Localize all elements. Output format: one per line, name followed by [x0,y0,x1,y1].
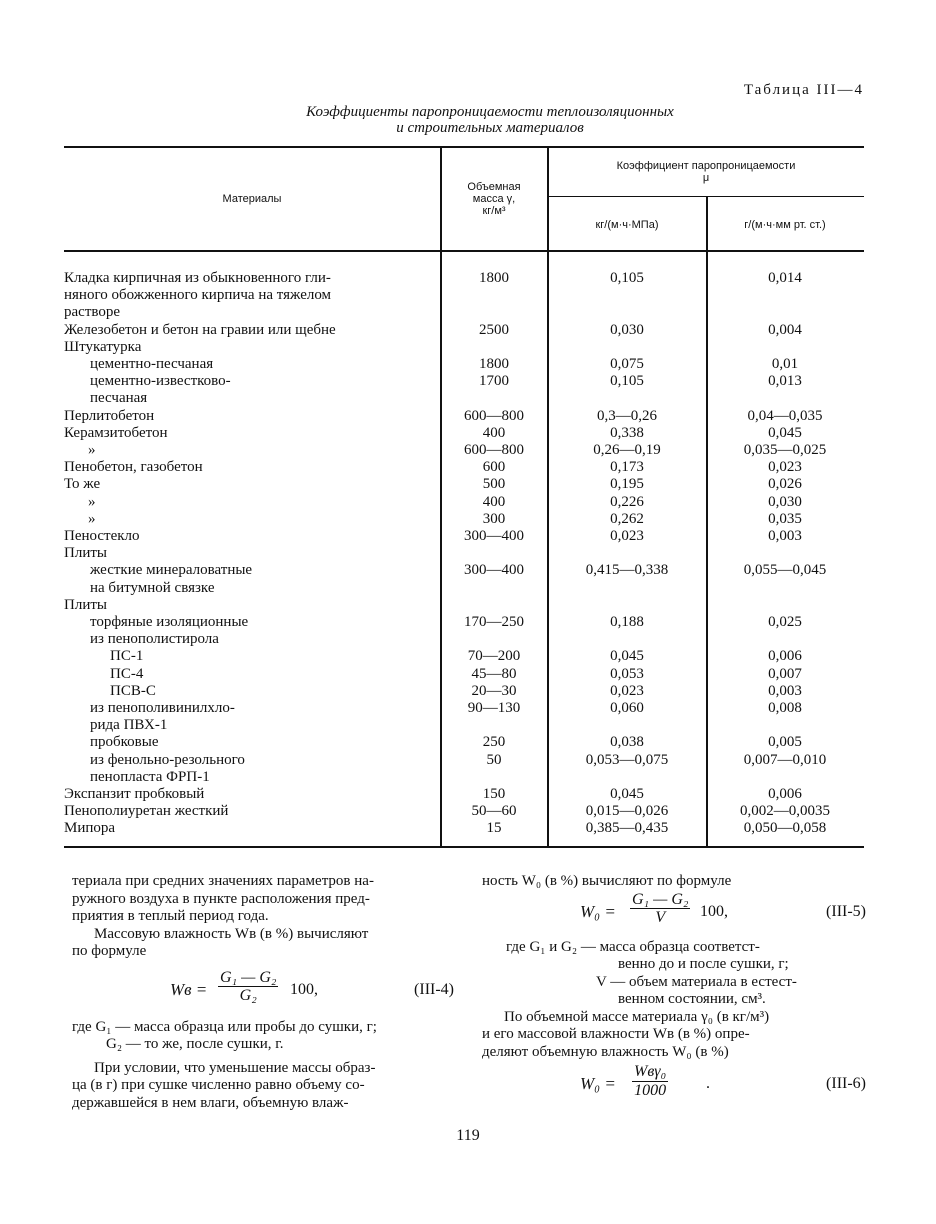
row-coef-mm: 0,013 [768,373,802,390]
row-coef-mpa: 0,038 [610,734,644,751]
row-density: 600—800 [464,442,524,458]
row-coef-mm: 0,014 [768,270,802,286]
formula-III-5: W₀ = $\frac{\text{G₁ — G₂}}{V}$ 100, (III-5) [580,890,866,926]
row-material: То же [64,476,101,493]
row-material: Плиты [64,596,107,613]
row-coef-mpa: 0,226 [610,493,644,510]
row-material: ПСВ-С [110,682,156,699]
row-coef-mpa: 0,188 [610,614,644,630]
row-coef-mm: 0,023 [768,459,802,476]
row-material: Пеностекло [64,528,140,544]
row-material: из пенополистирола [90,631,219,648]
row-coef-mpa: 0,015—0,026 [585,803,669,820]
row-material: песчаная [90,390,148,407]
row-material: рида ПВХ-1 [90,717,168,734]
row-density: 90—130 [467,700,521,716]
row-coef-mpa: 0,023 [610,682,644,699]
left-paragraph-1: териала при средних значениях параметров на- ружного воздуха в пункте расположения пред- приятия в теплый период года. [72,873,374,924]
row-coef-mpa: 0,195 [610,476,644,493]
row-material: Железобетон и бетон на гравии или щебне [64,321,336,338]
row-density: 400 [482,493,506,510]
table-header-rule [64,250,864,252]
row-density: 20—30 [471,682,517,699]
row-coef-mpa: 0,045 [610,786,644,802]
row-coef-mm: 0,035 [768,510,802,527]
row-coef-mm: 0,004 [768,321,802,338]
row-coef-mpa: 0,338 [610,424,644,441]
row-coef-mm: 0,003 [768,682,802,699]
row-material: Пенобетон, газобетон [64,459,203,476]
row-material: Экспанзит пробковый [64,786,205,802]
header-unit-mm: г/(м·ч·мм рт. ст.) [744,219,826,231]
row-density: 170—250 [464,614,524,630]
row-material: » [88,493,96,510]
row-material: Штукатурка [64,338,142,355]
caption-line-1: Коэффициенты паропроницаемости теплоизоляционных [306,104,674,120]
row-coef-mm: 0,007—0,010 [743,751,827,768]
table-caption [200,104,780,136]
row-coef-mm: 0,035—0,025 [743,442,827,458]
row-material: жесткие минераловатные [90,562,253,579]
row-material: Перлитобетон [64,407,155,424]
where-block-1: где G₁ — масса образца или пробы до сушки, г; G₂ — то же, после сушки, г. [72,1018,377,1052]
table-number: Таблица III—4 [743,82,864,98]
right-paragraph-1: ность W₀ (в %) вычисляют по формуле [482,873,732,889]
row-coef-mm: 0,055—0,045 [743,562,827,579]
row-density: 15 [486,820,502,837]
row-density: 1800 [479,356,509,372]
formula-III-4: Wв = $\frac{\text{G₁ — G₂}}{\text{G₂}}$ 100, (III-4) [170,968,454,1004]
row-coef-mpa: 0,045 [610,648,644,665]
row-coef-mpa: 0,105 [610,270,644,286]
row-density: 50—60 [471,803,517,820]
row-coef-mpa: 0,3—0,26 [597,407,657,424]
row-material: » [88,510,96,527]
row-coef-mpa: 0,030 [610,321,644,338]
row-density: 150 [482,786,506,802]
left-paragraph-3: При условии, что уменьшение массы образ- ца (в г) при сушке численно равно объему со- державшейся в нем влаги, объемную влаж- [72,1059,376,1111]
row-material: из фенольно-резольного [90,751,245,768]
row-density: 1700 [479,373,509,390]
left-text-column [72,873,454,1112]
header-coefficient: Коэффициент паропроницаемости μ [616,160,796,184]
row-density: 50 [486,751,502,768]
row-coef-mm: 0,026 [768,476,802,493]
row-density: 45—80 [471,665,517,682]
row-density: 2500 [479,321,509,338]
right-text-column [482,873,866,1111]
row-density: 1800 [479,270,509,286]
row-material: цементно-известково- [90,373,231,390]
row-material: пенопласта ФРП-1 [90,768,210,785]
row-material: няного обожженного кирпича на тяжелом [64,287,332,304]
row-coef-mpa: 0,053—0,075 [585,751,669,768]
row-coef-mpa: 0,053 [610,665,644,682]
row-density: 250 [482,734,506,751]
row-coef-mpa: 0,060 [610,700,644,716]
row-material: на битумной связке [90,579,215,596]
right-paragraph-2: По объемной массе материала γ₀ (в кг/м³) и его массовой влажности Wв (в %) опре- деляют объемную влажность W₀ (в %) [482,1008,770,1060]
row-coef-mm: 0,01 [771,356,799,372]
row-material: » [88,442,96,458]
row-material: Пенополиуретан жесткий [64,803,229,820]
row-coef-mm: 0,006 [768,786,802,802]
row-coef-mm: 0,008 [768,700,802,716]
header-materials: Материалы [222,193,282,205]
row-coef-mm: 0,002—0,0035 [740,803,830,820]
row-coef-mm: 0,003 [768,528,802,544]
row-material: Керамзитобетон [64,424,168,441]
row-coef-mm: 0,005 [768,734,802,751]
row-density: 600 [482,459,506,476]
row-density: 600—800 [464,407,524,424]
table-top-rule [64,146,864,148]
row-coef-mpa: 0,105 [610,373,644,390]
row-density: 300—400 [464,562,524,579]
row-coef-mm: 0,007 [768,665,802,682]
row-material: торфяные изоляционные [90,614,249,630]
row-coef-mm: 0,045 [768,424,802,441]
caption-line-2: и строительных материалов [396,120,584,136]
row-coef-mpa: 0,075 [610,356,644,372]
row-coef-mpa: 0,023 [610,528,644,544]
row-coef-mm: 0,025 [768,614,802,630]
row-coef-mm: 0,050—0,058 [743,820,827,837]
row-coef-mpa: 0,173 [610,459,644,476]
row-material: Кладка кирпичная из обыкновенного гли- [64,270,331,286]
row-material: из пенополивинилхло- [90,700,235,716]
row-coef-mm: 0,04—0,035 [747,407,823,424]
row-density: 70—200 [467,648,521,665]
row-material: Плиты [64,545,107,562]
formula-III-6: W₀ = Wвγ₀ 1000 . (III-6) [580,1063,866,1099]
row-coef-mm: 0,006 [768,648,802,665]
row-density: 300—400 [464,528,524,544]
row-material: пробковые [90,734,159,751]
row-coef-mpa: 0,415—0,338 [585,562,669,579]
header-unit-mpa: кг/(м·ч·МПа) [595,219,659,231]
row-material: цементно-песчаная [90,356,214,372]
row-material: растворе [64,304,121,321]
where-block-2: где G₁ и G₂ — масса образца соответст- венно до и после сушки, г; V — объем материала в естест- венном состоянии, см³. [506,938,797,1007]
row-material: ПС-1 [110,648,144,665]
row-material: Мипора [64,820,116,837]
row-coef-mm: 0,030 [768,493,802,510]
page-number: 119 [456,1127,480,1144]
header-density: Объемная масса γ, кг/м³ [467,181,521,217]
row-coef-mpa: 0,262 [610,510,644,527]
row-coef-mpa: 0,26—0,19 [593,442,661,458]
row-coef-mpa: 0,385—0,435 [585,820,669,837]
left-paragraph-2: Массовую влажность Wв (в %) вычисляют по формуле [72,925,369,959]
row-material: ПС-4 [110,665,144,682]
table-bottom-rule [64,846,864,848]
row-density: 500 [482,476,506,493]
row-density: 400 [482,424,506,441]
row-density: 300 [482,510,506,527]
